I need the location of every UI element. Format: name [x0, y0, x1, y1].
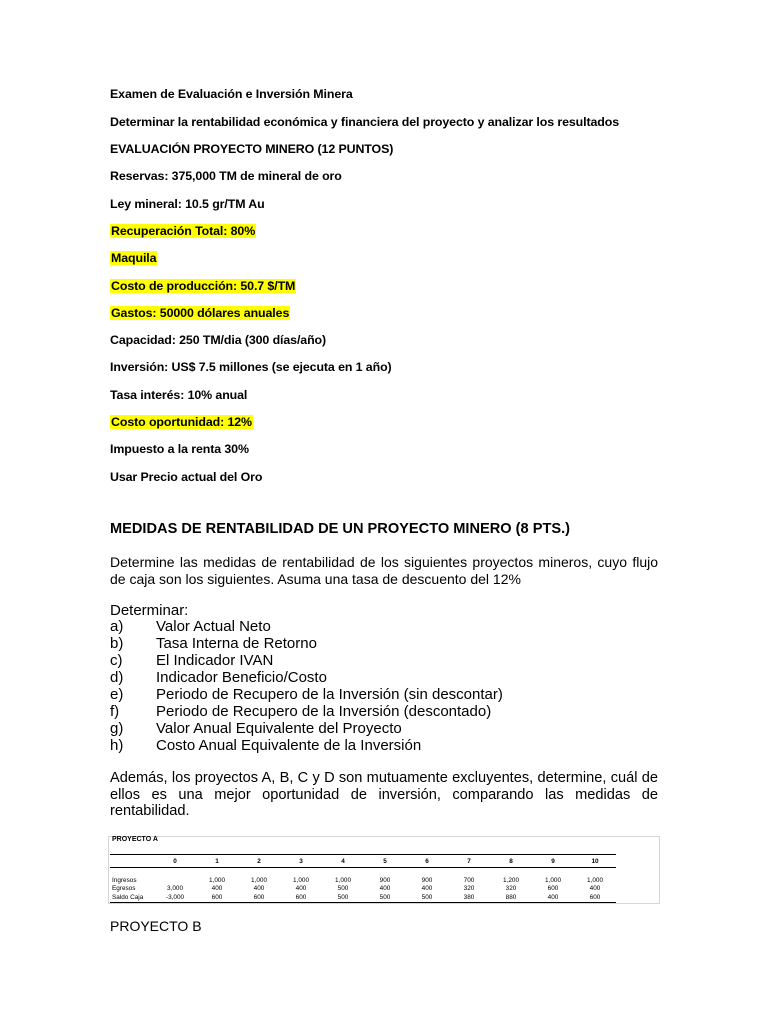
table-cell: 600 — [196, 893, 238, 902]
list-text: El Indicador IVAN — [156, 652, 274, 669]
table-header-cell: 1 — [196, 855, 238, 868]
table-cell: 1,000 — [545, 876, 561, 884]
table-row-label: Saldo Caja — [110, 893, 154, 902]
list-item — [110, 720, 503, 737]
table-cell: 600 — [574, 893, 616, 902]
list-item — [110, 652, 503, 669]
determinar-label: Determinar: — [110, 602, 189, 619]
data-line-recuperacion — [110, 224, 256, 238]
table-cell: 400 — [421, 885, 433, 893]
table-cell: -3,000 — [154, 893, 196, 902]
list-letter: g) — [110, 720, 124, 737]
list-letter: a) — [110, 618, 124, 635]
table-cell: 400 — [379, 885, 391, 893]
table-spacer-cell — [110, 868, 616, 877]
table-header-cell: 10 — [574, 855, 616, 868]
table-cell: 1,000 — [293, 876, 309, 884]
highlighted-text: Gastos: 50000 dólares anuales — [111, 306, 290, 320]
list-text: Tasa Interna de Retorno — [156, 635, 317, 652]
list-item — [110, 737, 503, 754]
table-cell: 600 — [238, 893, 280, 902]
data-line-text: Ley mineral: 10.5 gr/TM Au — [110, 197, 265, 211]
table-cell: 1,000 — [251, 876, 267, 884]
table-header-cell: 4 — [322, 855, 364, 868]
table-row — [110, 893, 616, 902]
list-letter: d) — [110, 669, 124, 686]
highlighted-text: Maquila — [111, 251, 157, 265]
table-cell: 400 — [253, 885, 265, 893]
exam-title: Examen de Evaluación e Inversión Minera — [110, 87, 353, 101]
data-line-capacidad — [110, 333, 326, 347]
exam-objective: Determinar la rentabilidad económica y financiera del proyecto y analizar los resultados — [110, 115, 620, 129]
table-header-row — [110, 855, 616, 868]
data-line-reservas — [110, 169, 342, 183]
table-header-cell: 0 — [154, 855, 196, 868]
data-line-tasa — [110, 388, 247, 402]
section2-intro: Determine las medidas de rentabilidad de los siguientes proyectos mineros, cuyo flujo de caja son los siguientes. Asuma una tasa de descuento del 12% — [110, 554, 658, 587]
table-cell: 400 — [532, 893, 574, 902]
table-cell: 1,000 — [587, 876, 603, 884]
highlighted-text: Costo oportunidad: 12% — [111, 415, 252, 429]
list-text: Valor Actual Neto — [156, 618, 271, 635]
list-item — [110, 618, 503, 635]
table-cell: 400 — [211, 885, 223, 893]
table-cell: 700 — [463, 876, 475, 884]
table-row-label: Egresos — [112, 885, 136, 893]
table-header-cell: 7 — [448, 855, 490, 868]
table-header-cell: 8 — [490, 855, 532, 868]
next-section-heading: PROYECTO B — [110, 918, 202, 934]
table-cell: 1,000 — [209, 876, 225, 884]
table-cell: 320 — [463, 885, 475, 893]
table-cell: 400 — [589, 885, 601, 893]
table-cell: 320 — [505, 885, 517, 893]
list-item — [110, 686, 503, 703]
table-cell: 900 — [421, 876, 433, 884]
list-text: Indicador Beneficio/Costo — [156, 669, 327, 686]
requirements-list — [110, 618, 503, 754]
list-text: Valor Anual Equivalente del Proyecto — [156, 720, 402, 737]
list-item — [110, 703, 503, 720]
list-letter: c) — [110, 652, 123, 669]
table-title: PROYECTO A — [112, 836, 158, 843]
table-cell: 500 — [322, 893, 364, 902]
data-line-maquila — [110, 251, 157, 265]
table-cell: 400 — [295, 885, 307, 893]
data-line-text: Tasa interés: 10% anual — [110, 388, 248, 402]
list-letter: b) — [110, 635, 124, 652]
list-text: Periodo de Recupero de la Inversión (sin descontar) — [156, 686, 503, 703]
cash-flow-table — [110, 854, 616, 903]
table-header-cell — [110, 855, 154, 868]
data-line-impuesto — [110, 442, 249, 456]
data-line-text: Impuesto a la renta 30% — [110, 442, 249, 456]
section2-closing: Además, los proyectos A, B, C y D son mutuamente excluyentes, determine, cuál de ellos es una mejor oportunidad de inversión, comparando las medidas de rentabilidad. — [110, 770, 658, 819]
list-letter: h) — [110, 737, 124, 754]
table-header-cell: 5 — [364, 855, 406, 868]
table-cell: 1,000 — [335, 876, 351, 884]
list-item — [110, 669, 503, 686]
data-line-text: Reservas: 375,000 TM de mineral de oro — [110, 169, 342, 183]
data-line-text: Inversión: US$ 7.5 millones (se ejecuta en 1 año) — [110, 360, 392, 374]
data-line-text: Capacidad: 250 TM/dia (300 días/año) — [110, 333, 327, 347]
data-line-costo-oportunidad — [110, 415, 253, 429]
table-header-cell: 9 — [532, 855, 574, 868]
highlighted-text: Costo de producción: 50.7 $/TM — [111, 279, 296, 293]
table-cell: 600 — [547, 885, 559, 893]
table-cell: 880 — [490, 893, 532, 902]
table-row — [110, 876, 616, 885]
list-text: Periodo de Recupero de la Inversión (descontado) — [156, 703, 492, 720]
table-cell: 3,000 — [167, 885, 183, 893]
section2-heading: MEDIDAS DE RENTABILIDAD DE UN PROYECTO MINERO (8 PTS.) — [110, 521, 571, 537]
data-line-gastos — [110, 306, 290, 320]
data-line-inversion — [110, 360, 392, 374]
section1-heading: EVALUACIÓN PROYECTO MINERO (12 PUNTOS) — [110, 142, 394, 156]
table-header-cell: 6 — [406, 855, 448, 868]
table-cell: 1,200 — [503, 876, 519, 884]
table-cell: 500 — [406, 893, 448, 902]
list-letter: e) — [110, 686, 124, 703]
table-cell: 900 — [379, 876, 391, 884]
table-row-label: Ingresos — [112, 876, 137, 884]
data-line-costo-produccion — [110, 279, 296, 293]
table-cell: 500 — [337, 885, 349, 893]
table-header-cell: 2 — [238, 855, 280, 868]
table-cell: 600 — [280, 893, 322, 902]
table-cell: 380 — [448, 893, 490, 902]
table-cell: 500 — [364, 893, 406, 902]
table-spacer-row — [110, 868, 616, 877]
table-cell — [154, 876, 196, 885]
data-line-precio — [110, 470, 262, 484]
data-line-text: Usar Precio actual del Oro — [110, 470, 263, 484]
list-text: Costo Anual Equivalente de la Inversión — [156, 737, 422, 754]
table-header-cell: 3 — [280, 855, 322, 868]
data-line-ley — [110, 197, 265, 211]
list-item — [110, 635, 503, 652]
highlighted-text: Recuperación Total: 80% — [111, 224, 256, 238]
list-letter: f) — [110, 703, 120, 720]
table-row — [110, 885, 616, 894]
